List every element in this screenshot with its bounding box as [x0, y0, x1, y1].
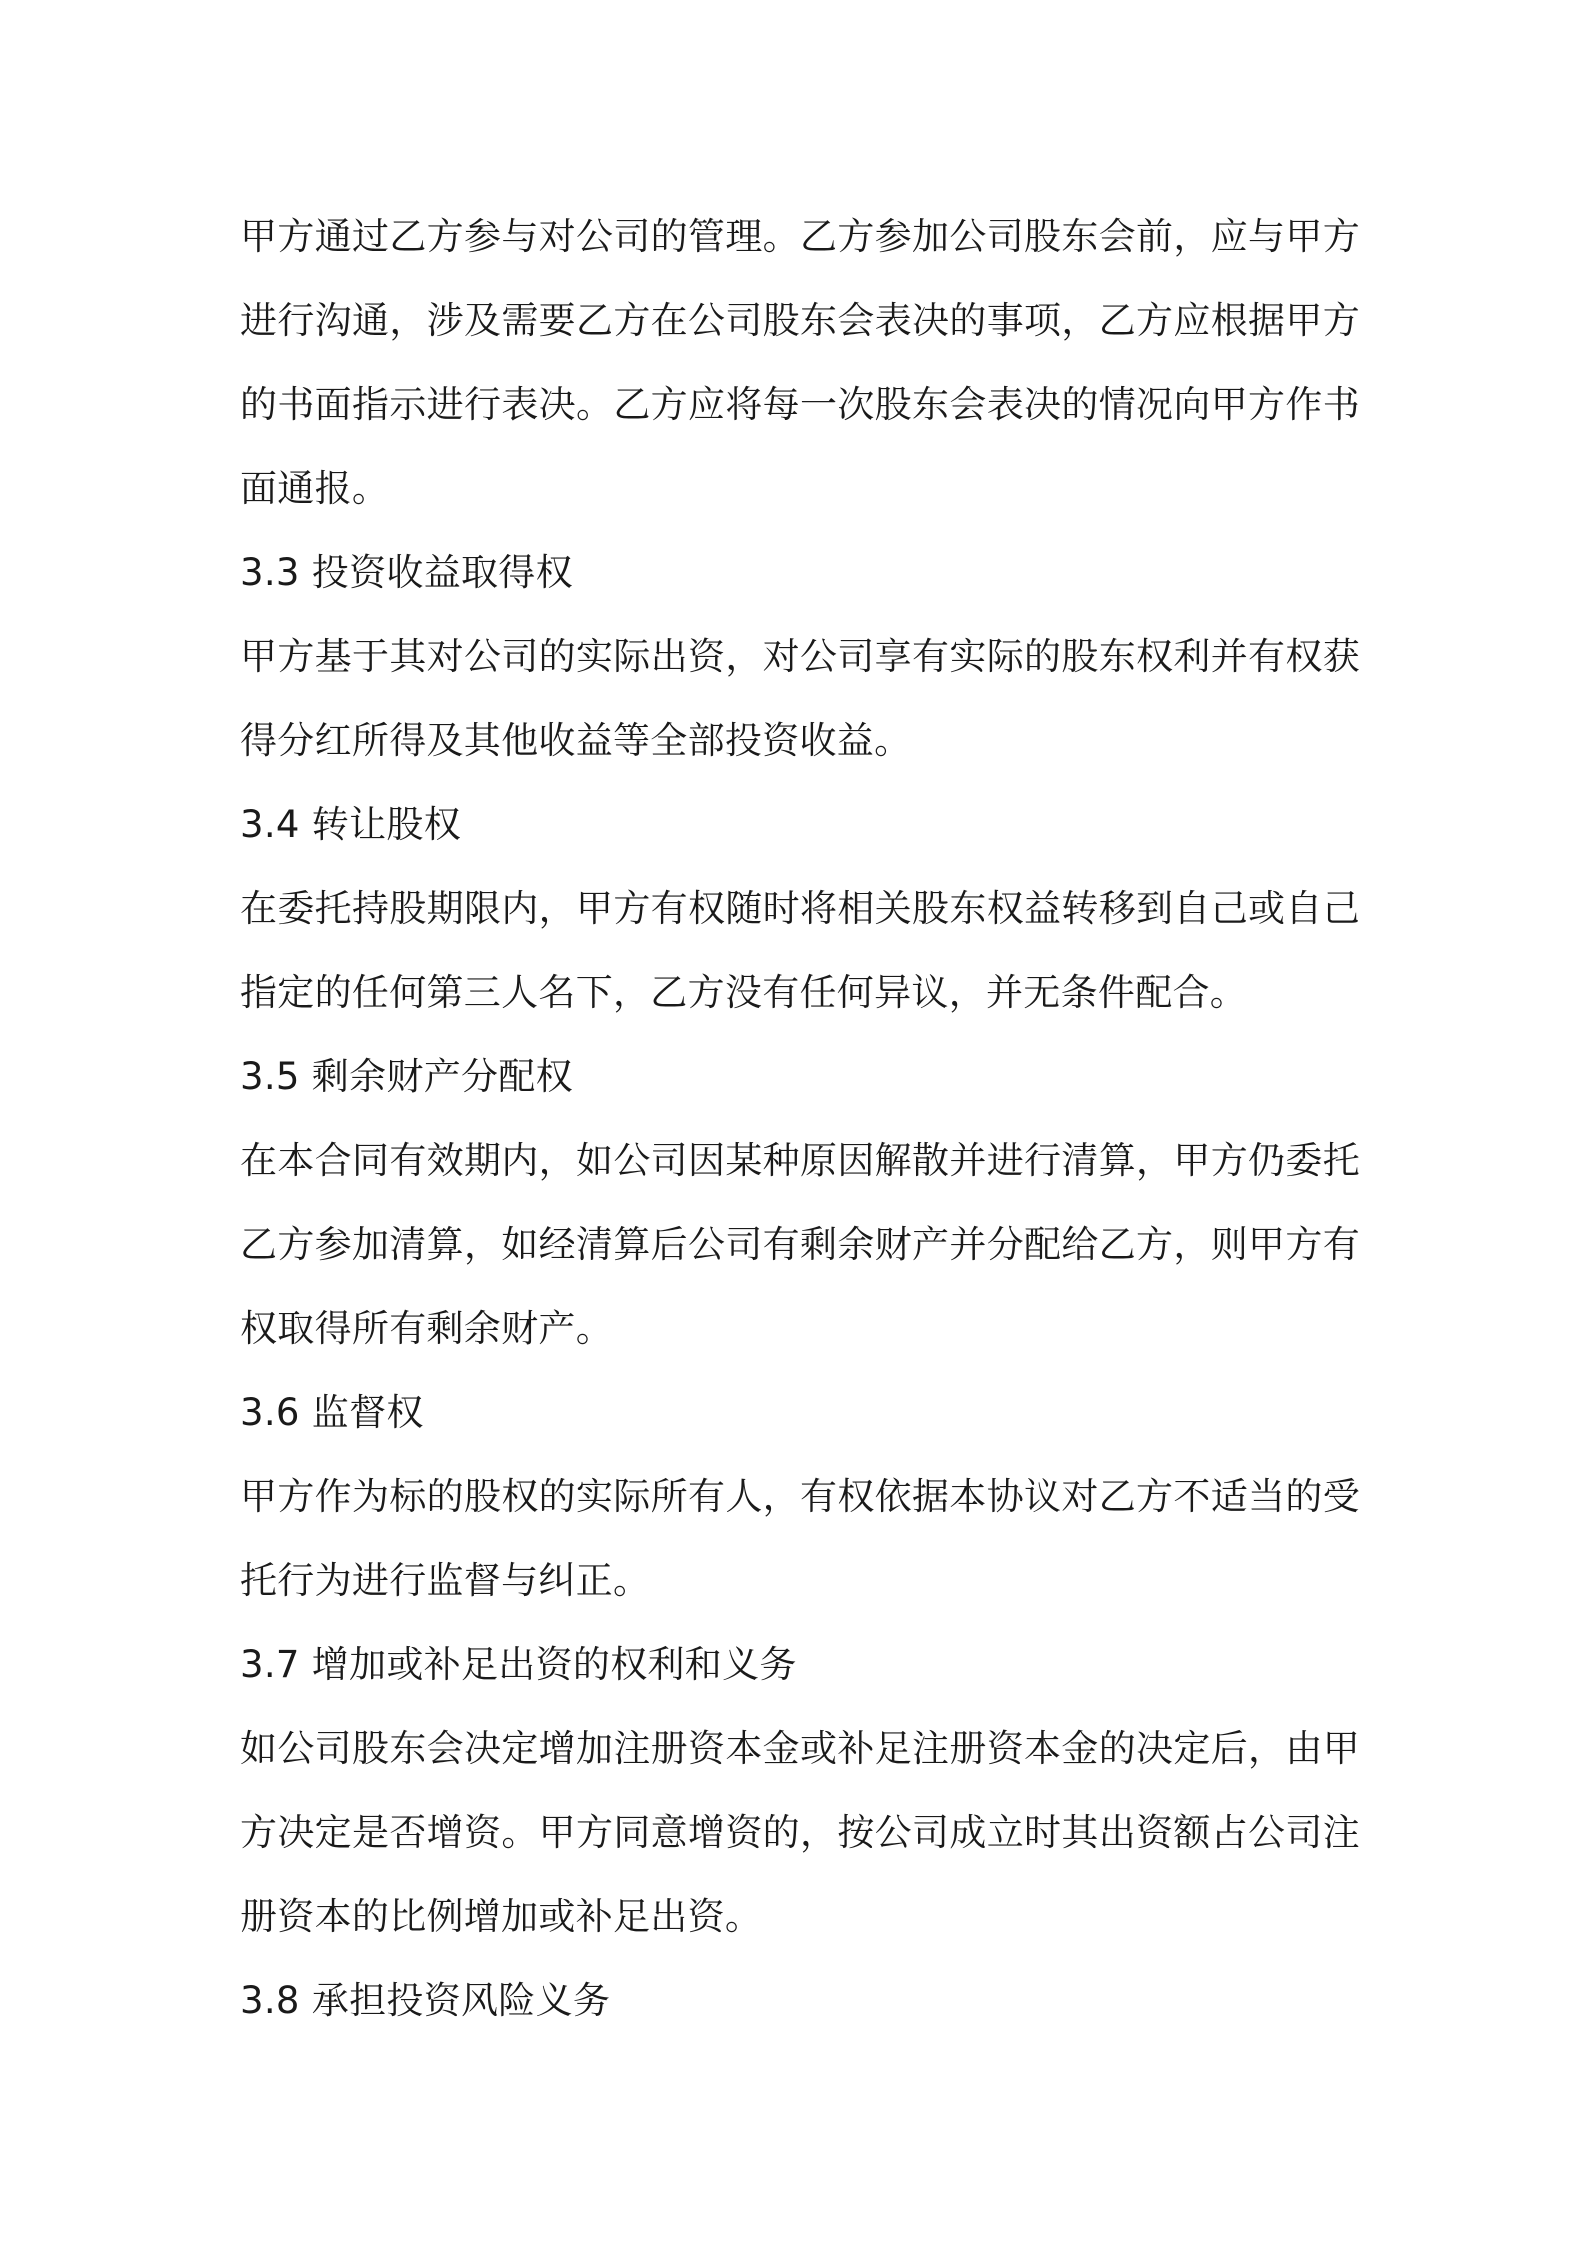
section-heading-3-6: 3.6 监督权 — [240, 1391, 424, 1434]
section-heading-3-8: 3.8 承担投资风险义务 — [240, 1979, 611, 2022]
section-heading-3-5: 3.5 剩余财产分配权 — [240, 1055, 573, 1098]
paragraph-equity-transfer: 在委托持股期限内，甲方有权随时将相关股东权益转移到自己或自己指定的任何第三人名下，乙方没有任何异议，并无条件配合。 — [240, 887, 1360, 1014]
paragraph-management-participation: 甲方通过乙方参与对公司的管理。乙方参加公司股东会前，应与甲方进行沟通，涉及需要乙方在公司股东会表决的事项，乙方应根据甲方的书面指示进行表决。乙方应将每一次股东会表决的情况向甲方作书面通报。 — [240, 215, 1360, 510]
section-heading-3-3: 3.3 投资收益取得权 — [240, 551, 573, 594]
document-body — [240, 195, 1360, 2043]
paragraph-investment-income: 甲方基于其对公司的实际出资，对公司享有实际的股东权利并有权获得分红所得及其他收益等全部投资收益。 — [240, 635, 1360, 762]
section-heading-3-7: 3.7 增加或补足出资的权利和义务 — [240, 1643, 797, 1686]
paragraph-residual-property: 在本合同有效期内，如公司因某种原因解散并进行清算，甲方仍委托乙方参加清算，如经清算后公司有剩余财产并分配给乙方，则甲方有权取得所有剩余财产。 — [240, 1139, 1360, 1350]
paragraph-supervision: 甲方作为标的股权的实际所有人，有权依据本协议对乙方不适当的受托行为进行监督与纠正。 — [240, 1475, 1360, 1602]
section-heading-3-4: 3.4 转让股权 — [240, 803, 462, 846]
paragraph-capital-increase: 如公司股东会决定增加注册资本金或补足注册资本金的决定后，由甲方决定是否增资。甲方同意增资的，按公司成立时其出资额占公司注册资本的比例增加或补足出资。 — [240, 1727, 1360, 1938]
